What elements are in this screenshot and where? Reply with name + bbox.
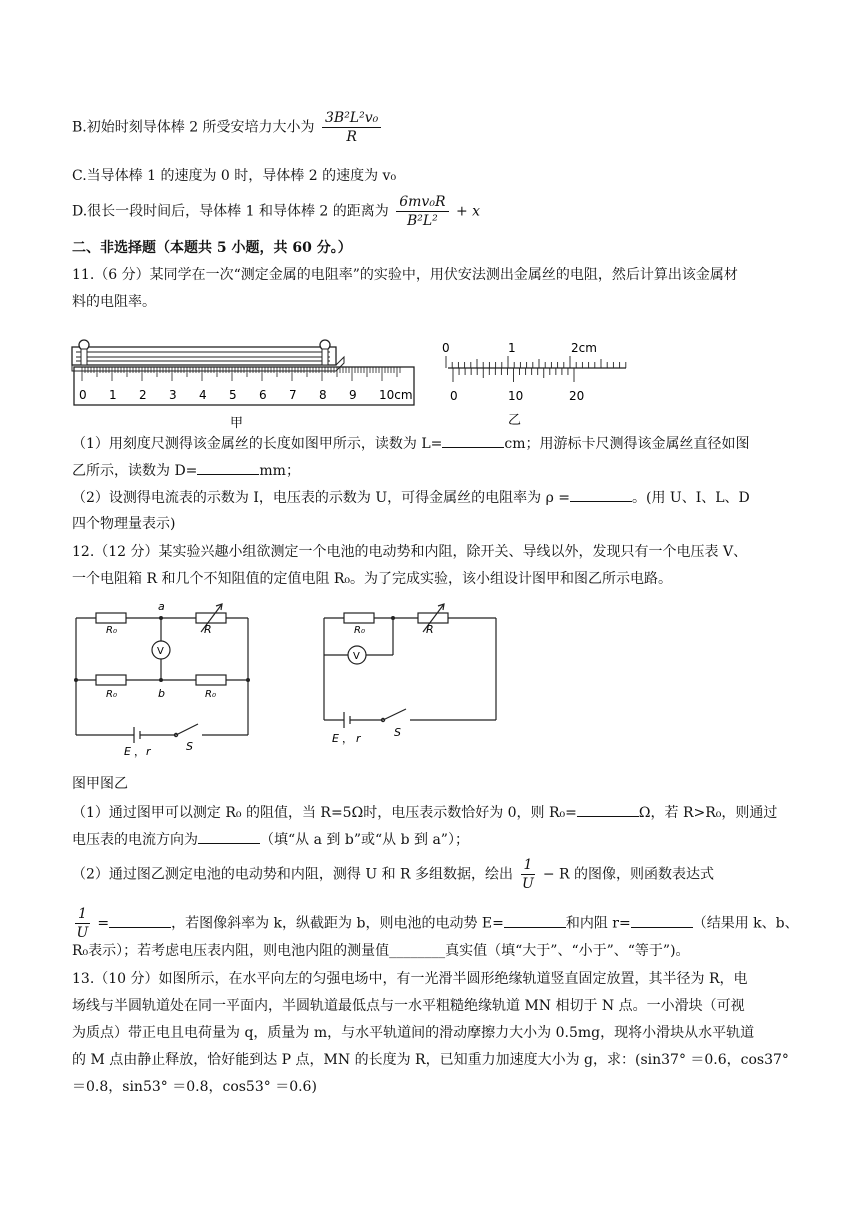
q11-p1-text-d: mm；: [259, 463, 300, 479]
q12-p3-text-b: ，若图像斜率为 k，纵截距为 b，则电池的电动势 E=: [171, 915, 504, 932]
q13-line-5: ＝0.8，sin53° ＝0.8，cos53° ＝0.6): [72, 1079, 317, 1095]
q11-p1-text-c: 乙所示，读数为 D=: [72, 463, 198, 479]
q11-part2-line-2: 四个物理量表示): [72, 516, 176, 532]
fraction-denominator: U: [522, 876, 534, 892]
ruler-label: 6: [259, 388, 267, 402]
vernier-sub-label-20: 20: [569, 389, 585, 403]
q12-p1-text-c: 电压表的电流方向为: [72, 832, 198, 848]
q12-part1-line-2: [72, 829, 469, 850]
label-r0: R₀: [354, 625, 365, 636]
answer-blank: [570, 487, 632, 502]
label-s: S: [394, 726, 401, 739]
answer-blank: [631, 913, 693, 928]
label-s: S: [186, 740, 193, 753]
label-r0: R₀: [106, 689, 117, 700]
q11-line-1: 11.（6 分）某同学在一次“测定金属的电阻率”的实验中，用伏安法测出金属丝的电阻，然后计算出该金属材: [72, 267, 738, 283]
q12-part4-line: R₀表示）；若考虑电压表内阻，则电池内阻的测量值________真实值（填“大于”、“小于”、“等于”)。: [72, 943, 690, 959]
q11-part1-line-1: [72, 433, 750, 454]
option-b-fraction: [322, 109, 381, 146]
ruler-labels: [79, 388, 413, 402]
fraction-numerator: 6mv₀R: [396, 193, 448, 212]
q11-p2-text-a: （2）设测得电流表的示数为 I，电压表的示数为 U，可得金属丝的电阻率为 ρ =: [72, 490, 570, 506]
option-c: C.当导体棒 1 的速度为 0 时，导体棒 2 的速度为 v₀: [72, 168, 397, 184]
label-e: E: [124, 745, 131, 758]
option-d: [72, 193, 480, 230]
answer-blank: [197, 460, 259, 475]
q12-part1-line-1: [72, 802, 777, 823]
q12-part2-line-1: [72, 856, 714, 893]
option-b-text: B.初始时刻导体棒 2 所受安培力大小为: [72, 119, 315, 136]
answer-blank: [109, 913, 171, 928]
answer-blank: [442, 433, 504, 448]
ruler-label: 4: [199, 388, 207, 402]
vernier-main-scale: [446, 356, 626, 368]
q13-line-1: 13.（10 分）如图所示，在水平向左的匀强电场中，有一光滑半圆形绝缘轨道竖直固定放置，其半径为 R，电: [72, 971, 748, 987]
option-d-text: D.很长一段时间后，导体棒 1 和导体棒 2 的距离为: [72, 203, 389, 220]
vernier-main-label-2: 2cm: [571, 341, 597, 355]
ruler-label: 2: [139, 388, 147, 402]
circuit-jia: [66, 600, 266, 760]
fraction-numerator: 1: [75, 905, 90, 924]
voltmeter-v: V: [157, 646, 164, 657]
vernier-figure: [438, 338, 638, 430]
q12-fraction-1-over-u: [521, 856, 536, 893]
label-internal-r: r: [356, 732, 361, 745]
circuit-yi: [318, 600, 508, 750]
ruler-label: 10cm: [379, 388, 413, 402]
q13-line-3: 为质点）带正电且电荷量为 q，质量为 m，与水平轨道间的滑动摩擦力大小为 0.5mg，现将小滑块从水平轨道: [72, 1025, 755, 1041]
label-b: b: [158, 687, 165, 700]
q11-line-2: 料的电阻率。: [72, 294, 156, 310]
ruler-label: 7: [289, 388, 297, 402]
q13-line-4: 的 M 点由静止释放，恰好能到达 P 点，MN 的长度为 R，已知重力加速度大小为 g，求：(sin37° ＝0.6，cos37°: [72, 1052, 789, 1068]
voltmeter-v: V: [353, 651, 360, 662]
label-r0: R₀: [205, 689, 216, 700]
label-a: a: [158, 600, 165, 613]
label-e: E: [332, 732, 339, 745]
q13-line-2: 场线与半圆轨道处在同一平面内，半圆轨道最低点与一水平粗糙绝缘轨道 MN 相切于 N 点。一小滑块（可视: [72, 998, 745, 1014]
q12-part3-line: [72, 905, 799, 942]
answer-blank: [198, 829, 260, 844]
fraction-denominator: U: [76, 925, 89, 941]
q12-p1-text-a: （1）通过图甲可以测定 R₀ 的阻值，当 R=5Ω时，电压表示数恰好为 0，则 R₀=: [72, 805, 577, 821]
label-r: R: [426, 623, 434, 636]
section-2-title: 二、非选择题（本题共 5 小题，共 60 分。）: [72, 240, 352, 256]
q12-p3-text-a: =: [97, 915, 110, 932]
option-d-suffix: + x: [455, 203, 481, 220]
ruler-label: 5: [229, 388, 237, 402]
q11-p2-text-b: 。(用 U、I、L、D: [632, 490, 750, 506]
q12-p3-text-d: （结果用 k、b、: [692, 915, 799, 932]
q11-part1-line-2: [72, 460, 300, 481]
label-r0: R₀: [106, 625, 117, 636]
ruler-label: 8: [319, 388, 327, 402]
ruler-label: 3: [169, 388, 177, 402]
answer-blank: [577, 802, 639, 817]
vernier-sub-label-0: 0: [450, 389, 458, 403]
fraction-numerator: 1: [521, 856, 536, 875]
ruler-figure: [68, 335, 428, 435]
label-yi: 乙: [508, 413, 522, 428]
q12-fraction-1-over-u: [75, 905, 90, 942]
label-r: R: [204, 623, 212, 636]
q11-part2-line-1: [72, 487, 750, 508]
q12-figure-caption: 图甲图乙: [72, 776, 128, 792]
q12-p2-text-b: − R 的图像，则函数表达式: [542, 866, 715, 883]
vernier-main-label-1: 1: [508, 341, 516, 355]
label-jia: 甲: [230, 416, 244, 431]
q12-line-1: 12.（12 分）某实验兴趣小组欲测定一个电池的电动势和内阻，除开关、导线以外，发现只有一个电压表 V、: [72, 544, 748, 560]
label-comma: ，: [342, 732, 353, 745]
q12-p2-text-a: （2）通过图乙测定电池的电动势和内阻，测得 U 和 R 多组数据，绘出: [72, 866, 514, 883]
fraction-denominator: R: [346, 129, 357, 145]
vernier-sub-label-10: 10: [508, 389, 524, 403]
q12-p1-text-b: Ω，若 R>R₀，则通过: [638, 805, 778, 821]
fraction-numerator: 3B²L²v₀: [322, 109, 381, 128]
q12-p1-text-d: （填“从 a 到 b”或“从 b 到 a”）；: [260, 832, 469, 848]
label-internal-r: r: [146, 745, 151, 758]
ruler-label: 9: [349, 388, 357, 402]
ruler-label: 1: [109, 388, 117, 402]
label-comma: ，: [134, 745, 145, 758]
option-d-fraction: [396, 193, 448, 230]
q12-p3-text-c: 和内阻 r=: [565, 915, 631, 932]
vernier-main-label-0: 0: [442, 341, 450, 355]
vernier-sub-scale: [453, 368, 574, 382]
q11-p1-text-a: （1）用刻度尺测得该金属丝的长度如图甲所示，读数为 L=: [72, 436, 443, 452]
q11-p1-text-b: cm；用游标卡尺测得该金属丝直径如图: [504, 436, 750, 452]
q12-line-2: 一个电阻箱 R 和几个不知阻值的定值电阻 R₀。为了完成实验，该小组设计图甲和图乙所示电路。: [72, 571, 673, 587]
ruler-ticks: [82, 367, 400, 381]
fraction-denominator: B²L²: [406, 213, 438, 229]
option-b: [72, 109, 384, 146]
ruler-label: 0: [79, 388, 87, 402]
answer-blank: [504, 913, 566, 928]
